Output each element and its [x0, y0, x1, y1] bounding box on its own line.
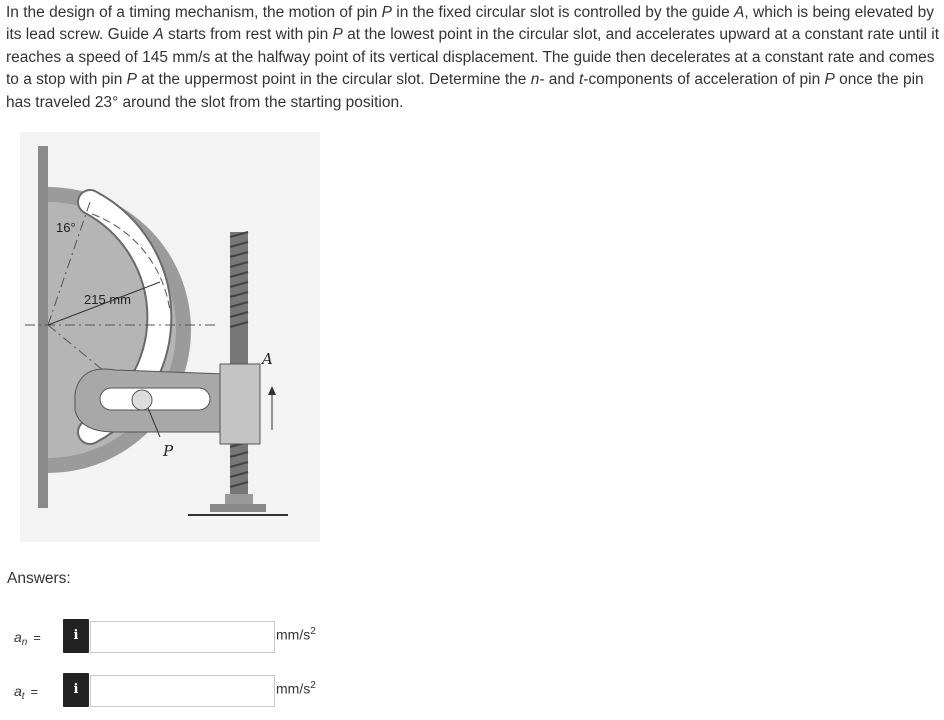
at-label: $a_t$ = — [14, 683, 39, 702]
at-input[interactable] — [90, 675, 275, 707]
info-button-at[interactable]: i — [63, 673, 89, 707]
problem-statement: In the design of a timing mechanism, the motion of pin P in the fixed circular slot is controlled by the guide A, which is being elevated by its lead screw. Guide A starts from rest with pin P at the lowest point in the circular slot, and accelerates upward at a constant rate until it reaches a speed of 145 mm/s at the halfway point of its vertical displacement. The guide then decelerates at a constant rate and comes to a stop with pin P at the uppermost point in the circular slot. Determine the n- and t-components of acceleration of pin P once the pin has traveled 23° around the slot from the starting position. — [6, 4, 940, 111]
pin-P — [132, 390, 152, 410]
guide-collar — [220, 364, 260, 444]
angle-label: 16° — [56, 220, 76, 235]
answer-row-at — [0, 672, 400, 708]
radius-label: 215 mm — [84, 292, 131, 307]
an-input[interactable] — [90, 621, 275, 653]
pin-P-label: P — [163, 442, 174, 460]
guide-A-label: A — [262, 350, 273, 368]
timing-mechanism-figure — [20, 132, 320, 542]
answers-label: Answers: — [7, 570, 71, 587]
an-unit: $mm/s^2$ — [276, 626, 316, 643]
info-button-an[interactable]: i — [63, 619, 89, 653]
an-label: $a_n$ = — [14, 629, 41, 648]
at-unit: $mm/s^2$ — [276, 680, 316, 697]
answer-row-an — [0, 618, 400, 654]
wall — [38, 146, 48, 508]
